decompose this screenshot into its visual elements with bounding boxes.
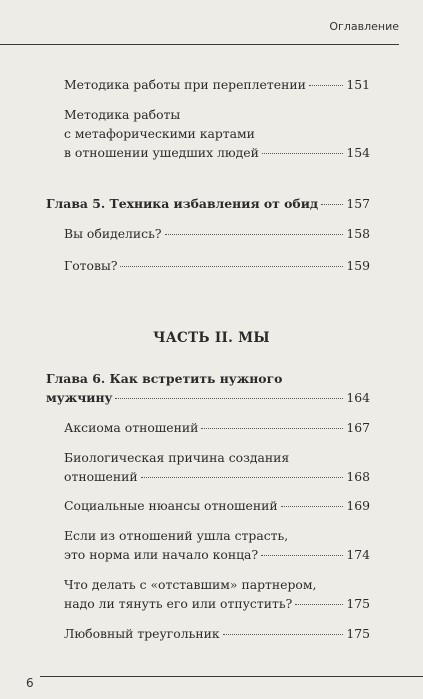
- dot-leader: [165, 234, 344, 235]
- dot-leader: [321, 204, 343, 205]
- toc-entry-page: 175: [346, 596, 370, 611]
- toc-entry-page: 158: [346, 226, 370, 241]
- toc-entry-line: Методика работы: [64, 107, 181, 122]
- dot-leader: [115, 398, 343, 399]
- toc-entry-title: Аксиома отношений: [64, 420, 199, 435]
- dot-leader: [141, 477, 344, 478]
- toc-chapter[interactable]: [46, 194, 370, 213]
- toc-entry[interactable]: [64, 418, 370, 437]
- dot-leader: [281, 506, 344, 507]
- toc-entry-line: Что делать с «отставшим» партнером,: [64, 577, 317, 592]
- dot-leader: [295, 604, 343, 605]
- toc-entry[interactable]: [64, 624, 370, 643]
- page-number: 6: [26, 676, 34, 690]
- toc-entry[interactable]: [64, 575, 370, 613]
- toc-entry-title: в отношении ушедших людей: [64, 145, 259, 160]
- dot-leader: [201, 428, 343, 429]
- dot-leader: [261, 555, 343, 556]
- toc-entry[interactable]: [64, 105, 370, 162]
- toc-entry-page: 151: [346, 77, 370, 92]
- dot-leader: [223, 634, 344, 635]
- dot-leader: [120, 266, 343, 267]
- dot-leader: [262, 153, 343, 154]
- toc-entry-title: надо ли тянуть его или отпустить?: [64, 596, 293, 611]
- toc-chapter[interactable]: [46, 369, 370, 407]
- toc-chapter-line: Глава 6. Как встретить нужного: [46, 371, 283, 386]
- toc-entry[interactable]: [64, 448, 370, 486]
- toc-entry-title: это норма или начало конца?: [64, 547, 259, 562]
- toc-entry-page: 168: [346, 469, 370, 484]
- toc-entry-title: отношений: [64, 469, 138, 484]
- toc-entry-page: 154: [346, 145, 370, 160]
- toc-entry-page: 159: [346, 258, 370, 273]
- toc-entry[interactable]: [64, 526, 370, 564]
- footer-rule: [40, 676, 423, 677]
- toc-entry-page: 169: [346, 498, 370, 513]
- toc-entry-title: Методика работы при переплетении: [64, 77, 306, 92]
- toc-entry[interactable]: [64, 256, 370, 275]
- toc-entry-title: Социальные нюансы отношений: [64, 498, 278, 513]
- running-header: Оглавление: [329, 20, 399, 33]
- toc-chapter-title: мужчину: [46, 390, 113, 405]
- toc-entry-title: Вы обиделись?: [64, 226, 162, 241]
- toc-chapter-title: Глава 5. Техника избавления от обид: [46, 196, 319, 211]
- toc-entry-title: Любовный треугольник: [64, 626, 220, 641]
- toc-entry-page: 175: [346, 626, 370, 641]
- toc-entry[interactable]: [64, 75, 370, 94]
- toc-entry-line: Биологическая причина создания: [64, 450, 290, 465]
- toc-entry-page: 167: [346, 420, 370, 435]
- part-heading: ЧАСТЬ II. МЫ: [153, 330, 270, 346]
- dot-leader: [309, 85, 343, 86]
- toc-entry[interactable]: [64, 224, 370, 243]
- toc-chapter-page: 164: [346, 390, 370, 405]
- toc-entry-page: 174: [346, 547, 370, 562]
- toc-entry-line: с метафорическими картами: [64, 126, 255, 141]
- header-rule: [0, 44, 399, 45]
- toc-chapter-page: 157: [346, 196, 370, 211]
- toc-entry-title: Готовы?: [64, 258, 118, 273]
- toc-entry[interactable]: [64, 496, 370, 515]
- toc-entry-line: Если из отношений ушла страсть,: [64, 528, 289, 543]
